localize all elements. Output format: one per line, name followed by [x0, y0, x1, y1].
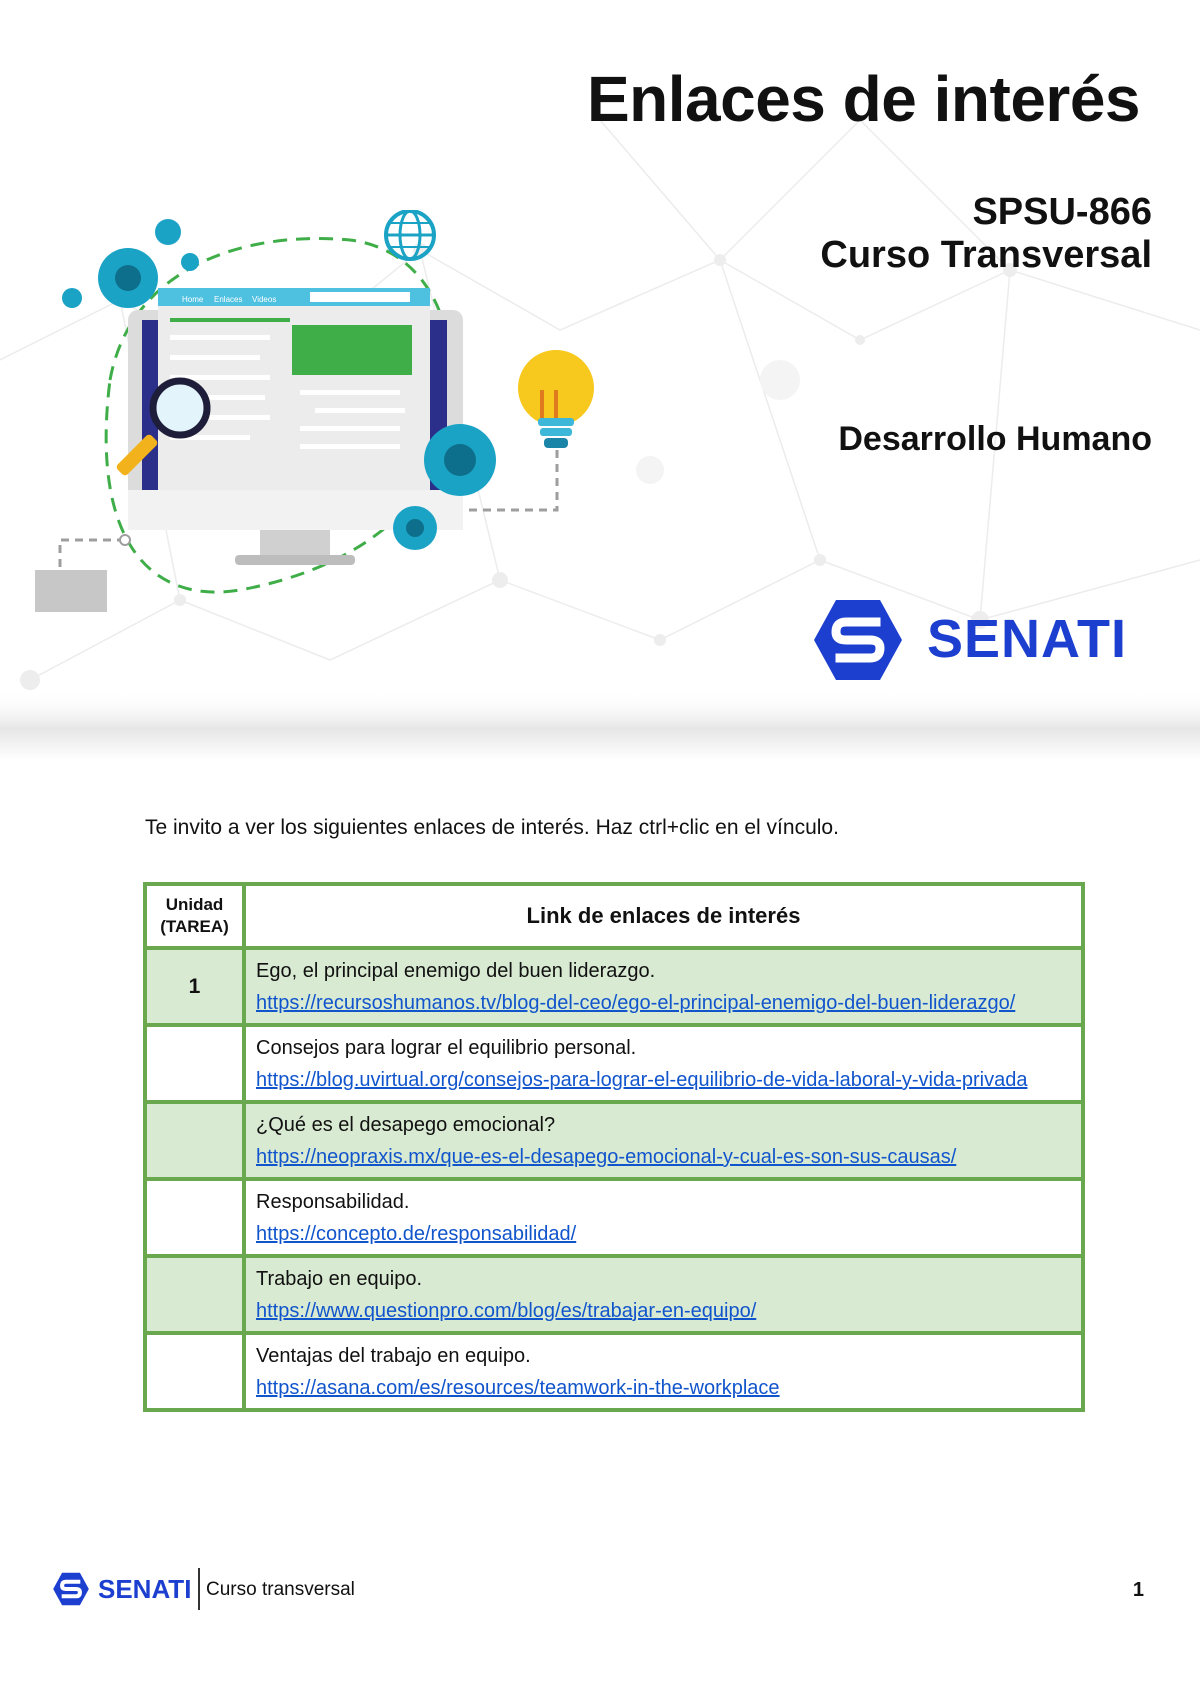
- unit-cell: [145, 1102, 244, 1179]
- course-code: SPSU-866: [972, 191, 1152, 233]
- link-cell: [244, 1333, 1083, 1410]
- unit-cell: 1: [145, 948, 244, 1025]
- link-url[interactable]: https://blog.uvirtual.org/consejos-para-lograr-el-equilibrio-de-vida-laboral-y-vida-privada: [256, 1069, 1028, 1091]
- table-header-row: [145, 884, 1083, 948]
- table-row: [145, 1333, 1083, 1410]
- link-cell: [244, 948, 1083, 1025]
- table-row: [145, 1256, 1083, 1333]
- link-title: Ventajas del trabajo en equipo.: [256, 1345, 531, 1367]
- links-table: [143, 882, 1085, 1412]
- link-title: Consejos para lograr el equilibrio personal.: [256, 1037, 637, 1059]
- page-title: Enlaces de interés: [586, 63, 1140, 135]
- link-url[interactable]: https://asana.com/es/resources/teamwork-in-the-workplace: [256, 1377, 780, 1399]
- senati-logo: [812, 598, 1132, 682]
- brand-name: SENATI: [927, 609, 1128, 669]
- illustration-nav-home: Home: [182, 295, 204, 304]
- link-cell: [244, 1102, 1083, 1179]
- intro-text: Te invito a ver los siguientes enlaces de interés. Haz ctrl+clic en el vínculo.: [145, 816, 839, 839]
- unit-column-header: Unidad (TAREA): [145, 884, 244, 948]
- link-title: Trabajo en equipo.: [256, 1268, 423, 1290]
- senati-footer-emblem-icon: [52, 1572, 90, 1606]
- link-cell: [244, 1179, 1083, 1256]
- link-cell: [244, 1256, 1083, 1333]
- illustration-nav-enlaces: Enlaces: [214, 295, 243, 304]
- table-row: [145, 1179, 1083, 1256]
- senati-emblem-icon: [812, 598, 904, 682]
- footer-brand: SENATI: [98, 1574, 192, 1604]
- table-row: [145, 1102, 1083, 1179]
- unit-cell: [145, 1333, 244, 1410]
- link-title: ¿Qué es el desapego emocional?: [256, 1114, 556, 1136]
- course-type: Curso Transversal: [820, 234, 1152, 276]
- links-column-header: Link de enlaces de interés: [244, 884, 1083, 948]
- unit-cell: [145, 1179, 244, 1256]
- unit-cell: [145, 1256, 244, 1333]
- link-title: Ego, el principal enemigo del buen liderazgo.: [256, 960, 656, 982]
- illustration-nav-videos: Videos: [252, 295, 277, 304]
- course-name: Desarrollo Humano: [838, 420, 1152, 458]
- page-number: 1: [1132, 1579, 1144, 1601]
- link-url[interactable]: https://recursoshumanos.tv/blog-del-ceo/ego-el-principal-enemigo-del-buen-liderazgo/: [256, 992, 1016, 1014]
- page-footer: [52, 1568, 1152, 1618]
- footer-course-label: Curso transversal: [206, 1579, 355, 1600]
- link-cell: [244, 1025, 1083, 1102]
- link-title: Responsabilidad.: [256, 1191, 410, 1213]
- footer-divider: [198, 1568, 200, 1610]
- computer-illustration: [20, 210, 620, 630]
- link-url[interactable]: https://concepto.de/responsabilidad/: [256, 1223, 577, 1245]
- table-row: [145, 1025, 1083, 1102]
- table-row: [145, 948, 1083, 1025]
- unit-cell: [145, 1025, 244, 1102]
- link-url[interactable]: https://www.questionpro.com/blog/es/trabajar-en-equipo/: [256, 1300, 757, 1322]
- link-url[interactable]: https://neopraxis.mx/que-es-el-desapego-emocional-y-cual-es-son-sus-causas/: [256, 1146, 957, 1168]
